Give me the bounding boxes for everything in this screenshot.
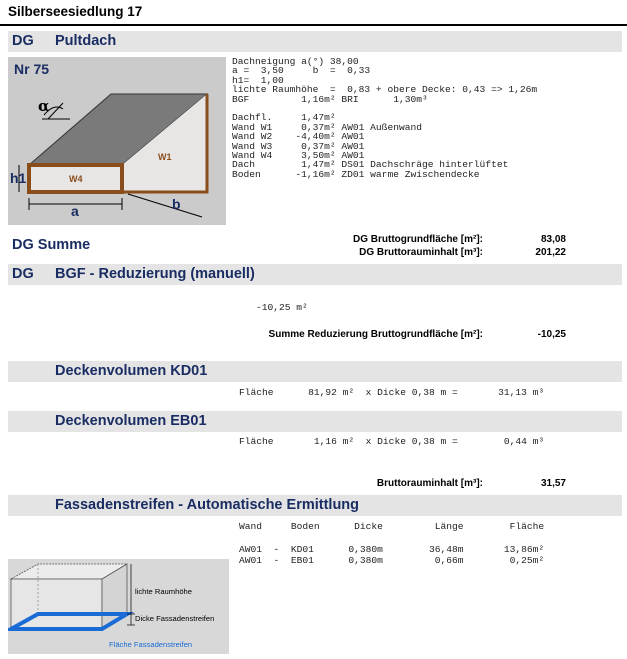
reduz-dg-label: DG xyxy=(12,266,34,282)
fassade-row: AW01 - KD01 0,380m 36,48m 13,86m² xyxy=(239,544,545,555)
flaeche-fassadenstreifen-label: Fläche Fassadenstreifen xyxy=(109,640,193,649)
kd01-title: Deckenvolumen KD01 xyxy=(55,363,208,379)
dg-bgf-value: 83,08 xyxy=(540,234,566,245)
pultdach-figure xyxy=(8,57,226,225)
calc-line: Wand W4 3,50m² AW01 xyxy=(232,150,365,162)
pultdach-drawing xyxy=(8,57,226,225)
reduz-line: -10,25 m² xyxy=(256,302,308,313)
kd01-line: Fläche 81,92 m² x Dicke 0,38 m = 31,13 m³ xyxy=(239,387,545,398)
bri-total-label: Bruttorauminhalt [m³]: xyxy=(376,478,483,489)
calc-line: lichte Raumhöhe = 0,83 + obere Decke: 0,43 => 1,26m xyxy=(232,84,538,96)
dg-bri-value: 201,22 xyxy=(535,247,566,258)
calc-line: BGF 1,16m² BRI 1,30m³ xyxy=(232,93,428,105)
calc-line: Boden -1,16m² ZD01 warme Zwischendecke xyxy=(232,168,480,180)
reduz-sum-label: Summe Reduzierung Bruttogrundfläche [m²]: xyxy=(268,329,483,340)
dicke-fassadenstreifen-label: Dicke Fassadenstreifen xyxy=(135,614,215,623)
calc-line: Dachneigung a(°) 38,00 xyxy=(232,56,359,67)
calc-line: a = 3,50 b = 0,33 xyxy=(232,65,371,77)
title-rule xyxy=(0,24,627,26)
page-title: Silberseesiedlung 17 xyxy=(8,4,143,19)
calc-block xyxy=(232,57,537,179)
bri-total-value: 31,57 xyxy=(540,478,566,489)
calc-line: Dach 1,47m² DS01 Dachschräge hinterlüftet xyxy=(232,159,509,171)
a-label: a xyxy=(71,203,79,219)
w4-label: W4 xyxy=(69,174,83,184)
section-label-dg: DG xyxy=(12,33,34,49)
dg-bri-label: DG Bruttorauminhalt [m³]: xyxy=(359,247,483,258)
alpha-label: α xyxy=(38,97,50,115)
calc-line: Dachfl. 1,47m² xyxy=(232,112,336,124)
eb01-line: Fläche 1,16 m² x Dicke 0,38 m = 0,44 m³ xyxy=(239,436,545,447)
reduz-sum-value: -10,25 xyxy=(537,329,566,340)
dg-bgf-label: DG Bruttogrundfläche [m²]: xyxy=(353,234,483,245)
section-title-pultdach: Pultdach xyxy=(55,33,117,49)
dg-summe-label: DG Summe xyxy=(12,237,91,253)
calc-line: Wand W3 0,37m² AW01 xyxy=(232,140,365,152)
fassade-title: Fassadenstreifen - Automatische Ermittlung xyxy=(55,497,360,513)
reduz-title: BGF - Reduzierung (manuell) xyxy=(55,266,255,282)
figure-nr: Nr 75 xyxy=(14,61,50,77)
calc-line: h1= 1,00 xyxy=(232,74,284,86)
eb01-title: Deckenvolumen EB01 xyxy=(55,413,207,429)
calc-line: Wand W1 0,37m² AW01 Außenwand xyxy=(232,121,422,133)
dim-b-line xyxy=(128,194,202,217)
w1-label: W1 xyxy=(158,152,172,162)
calc-line: Wand W2 -4,40m² AW01 xyxy=(232,131,365,143)
lichte-raumhoehe-label: lichte Raumhöhe xyxy=(135,587,192,596)
h1-label: h1 xyxy=(10,170,27,186)
b-label: b xyxy=(172,196,181,212)
fassade-header: Wand Boden Dicke Länge Fläche xyxy=(239,521,545,532)
fassade-row: AW01 - EB01 0,380m 0,66m 0,25m² xyxy=(239,555,545,566)
fassadenstreifen-figure xyxy=(8,559,229,654)
